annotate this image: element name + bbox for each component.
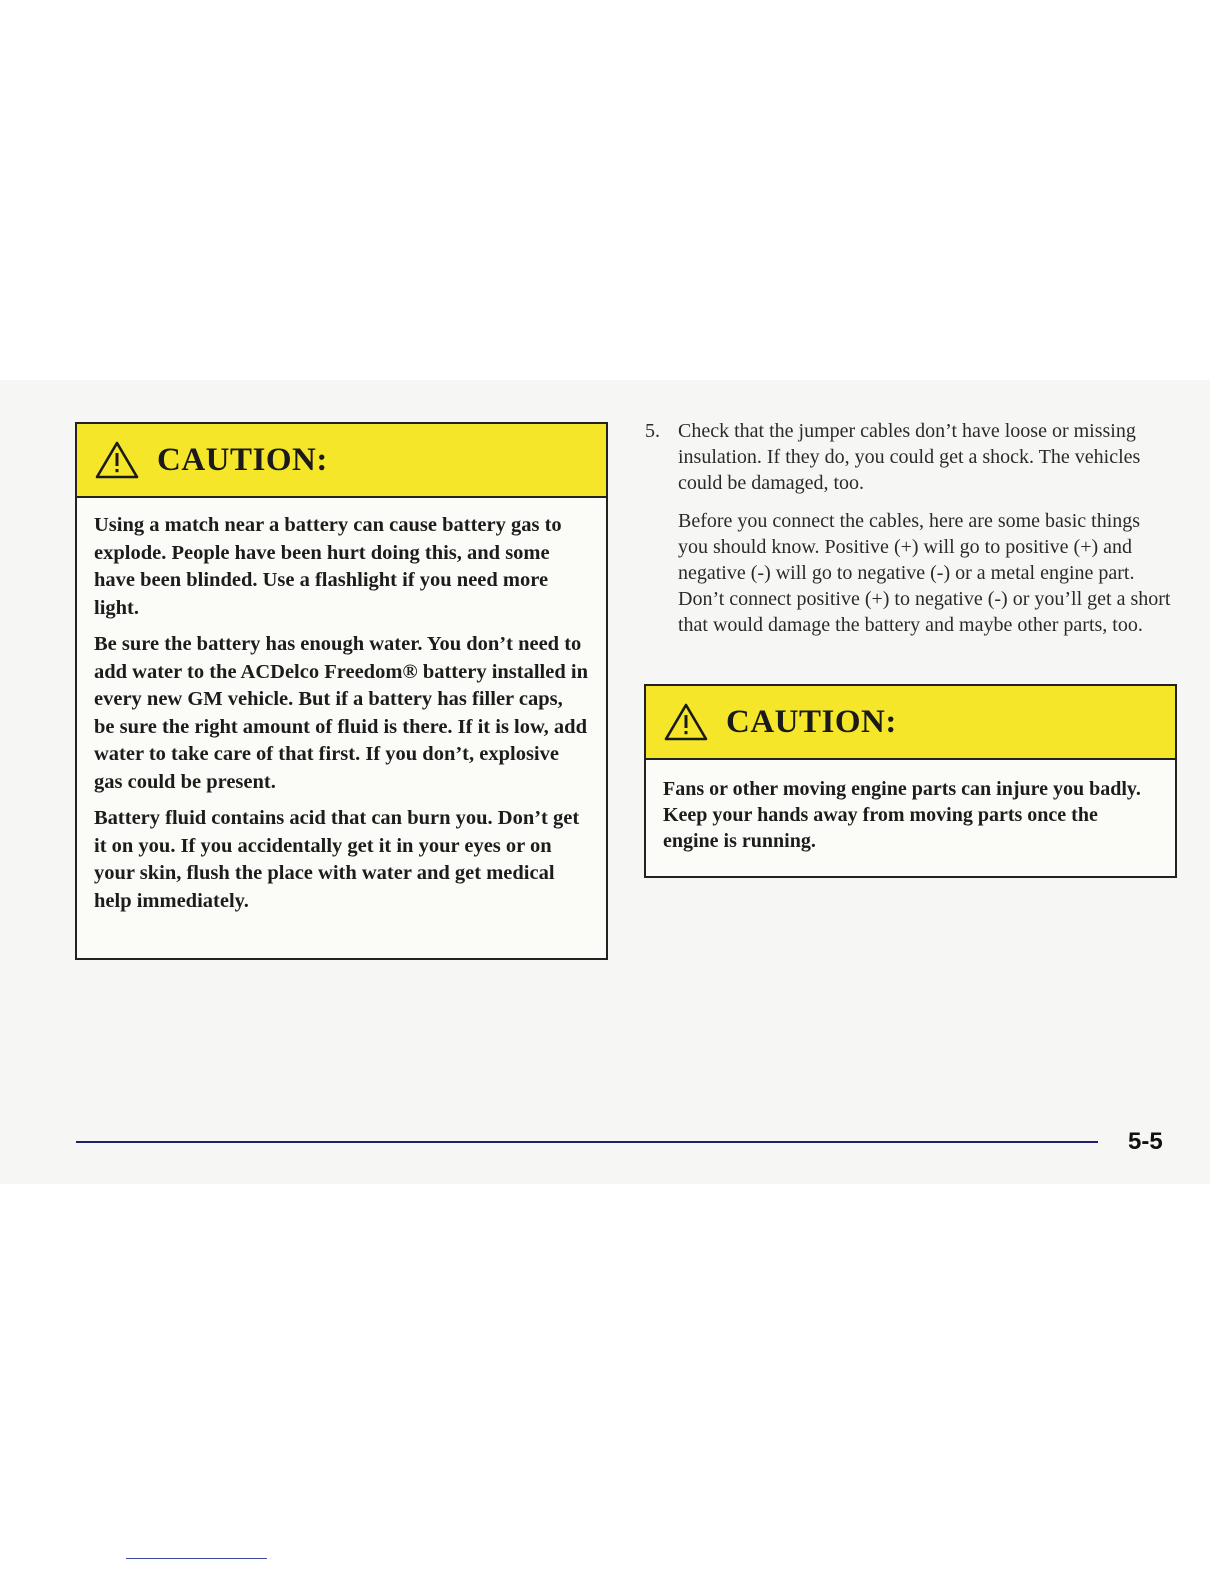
caution-paragraph: Fans or other moving engine parts can injure you badly. Keep your hands away from moving parts once the engine is running. [663,778,1141,852]
caution-title: CAUTION: [726,703,897,740]
step-text: Check that the jumper cables don’t have loose or missing insulation. If they do, you could get a shock. The vehicles could be damaged, too. [678,420,1141,494]
caution-paragraph: Battery fluid contains acid that can burn you. Don’t get it on you. If you accidentally get it in your eyes or on your skin, flush the place with water and get medical help immediately. [94,807,580,912]
page-number: 5-5 [1128,1128,1163,1155]
bottom-rule [126,1558,267,1559]
caution-header [646,686,1175,760]
caution-paragraph: Be sure the battery has enough water. You don’t need to add water to the ACDelco Freedom® battery installed in every new GM vehicle. But if a battery has filler caps, be sure the right amount of fluid is there. If it is low, add water to take care of that first. If you don’t, explosive gas could be present. [94,633,588,793]
instruction-paragraph: Before you connect the cables, here are some basic things you should know. Positive (+) will go to positive (+) and negative (-) will go to negative (-) or a metal engine part. Don’t connect positive (+) to negative (-) or you’ll get a short that would damage the battery and maybe other parts, too. [678,510,1171,636]
caution-box-battery [75,422,608,960]
footer-rule [76,1141,1098,1143]
instructions [645,418,1175,638]
caution-box-engine [644,684,1177,878]
caution-header [77,424,606,498]
caution-body [646,760,1175,854]
step-number: 5. [645,420,660,442]
step-item [645,418,1175,496]
warning-triangle-icon [664,703,708,741]
caution-paragraph: Using a match near a battery can cause battery gas to explode. People have been hurt doing this, and some have been blinded. Use a flashlight if you need more light. [94,514,562,619]
caution-title: CAUTION: [157,441,328,478]
caution-body [77,498,606,915]
warning-triangle-icon [95,441,139,479]
